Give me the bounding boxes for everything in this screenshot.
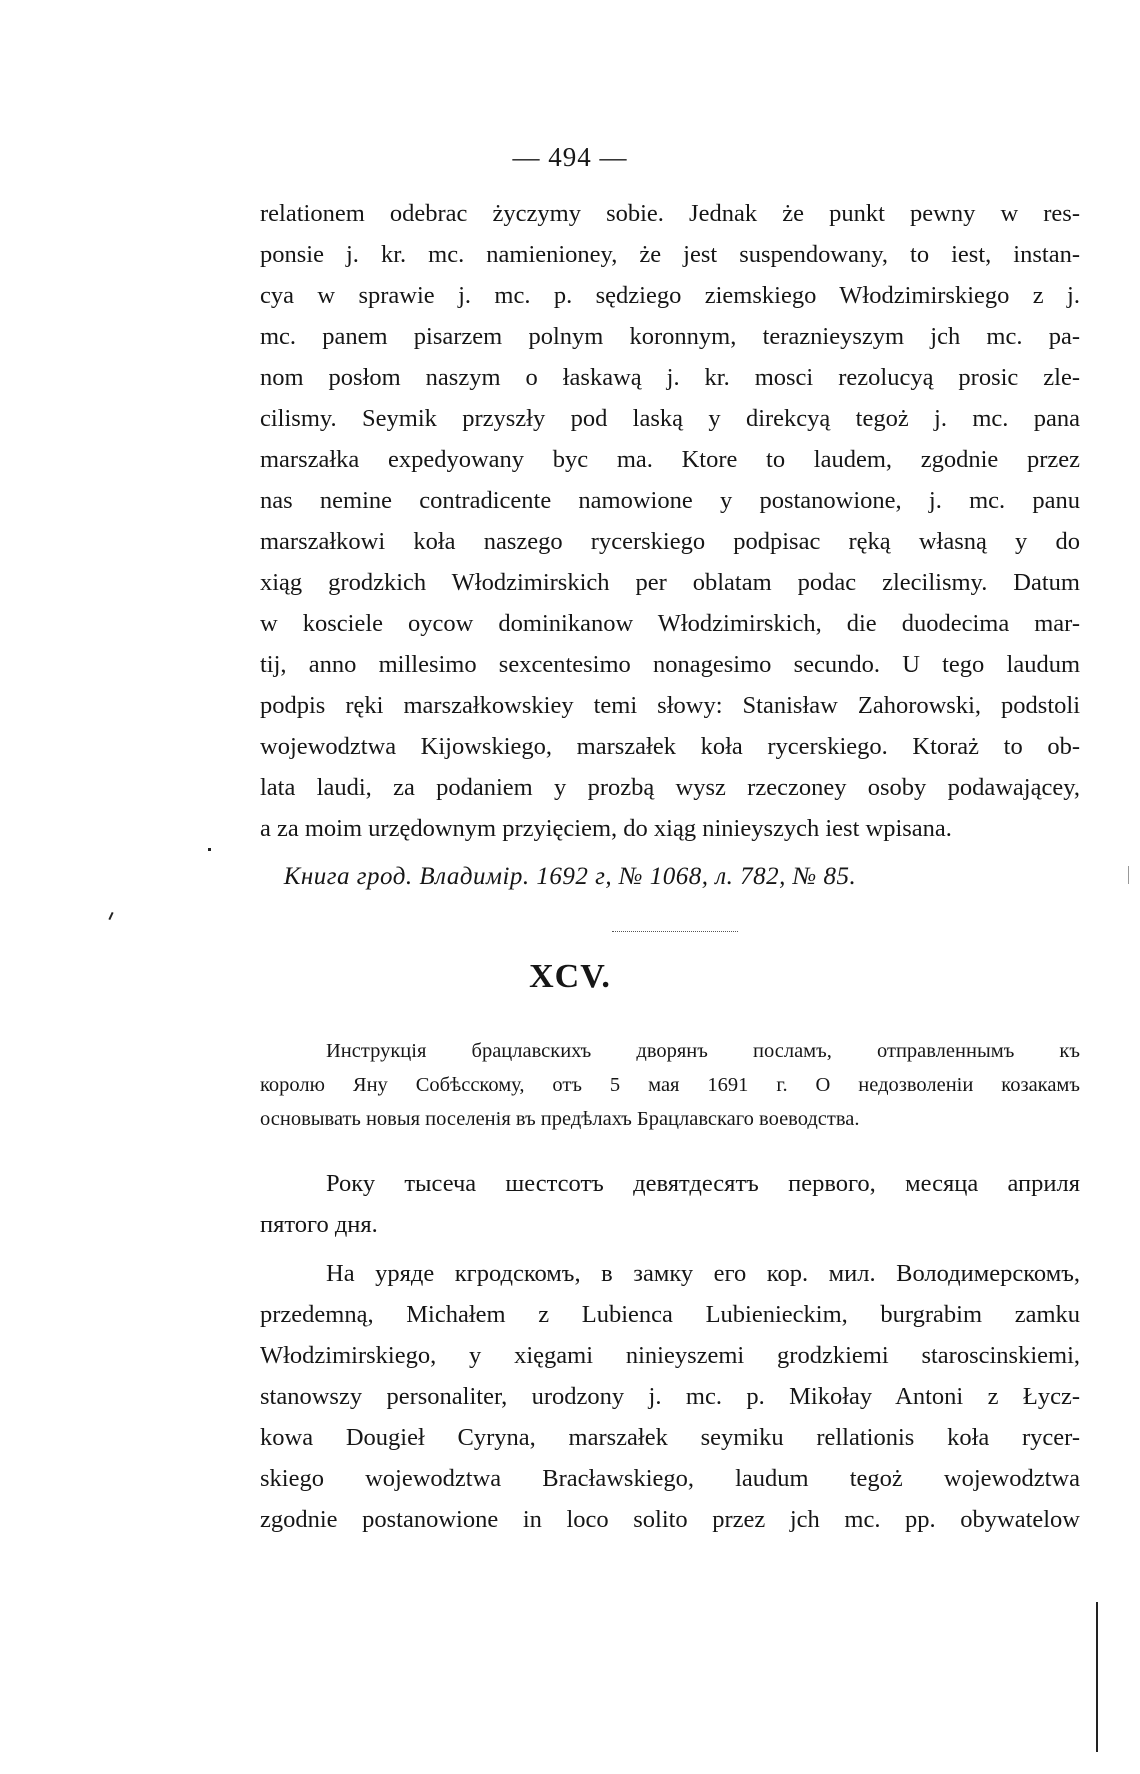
text-line: nom posłom naszym o łaskawą j. kr. mosci rezolucyą prosic zle- <box>260 364 1080 391</box>
text-line: kowa Dougieł Cyryna, marszałek seymiku rellationis koła rycer- <box>260 1424 1080 1451</box>
paragraph-date <box>260 1163 1080 1245</box>
text-line: wojewodztwa Kijowskiego, marszałek koła rycerskiego. Ktoraż to ob- <box>260 733 1080 760</box>
text-line: marszałkowi koła naszego rycerskiego podpisac ręką własną y do <box>260 528 1080 555</box>
text-line: stanowszy personaliter, urodzony j. mc. p. Mikołay Antoni z Łycz- <box>260 1383 1080 1410</box>
scan-speck <box>208 848 211 851</box>
summary-line: Инструкція брацлавскихъ дворянъ посламъ, отправленнымъ къ <box>326 1040 1080 1062</box>
text-line: skiego wojewodztwa Bracławskiego, laudum tegoż wojewodztwa <box>260 1465 1080 1492</box>
text-line: mc. panem pisarzem polnym koronnym, teraznieyszym jch mc. pa- <box>260 323 1080 350</box>
text-line: ponsie j. kr. mc. namienioney, że jest suspendowany, to iest, instan- <box>260 241 1080 268</box>
text-line: cilismy. Seymik przyszły pod laską y direkcyą tegoż j. mc. pana <box>260 405 1080 432</box>
text-line: На уряде кгродскомъ, в замку его кор. мил. Володимерскомъ, <box>326 1260 1080 1287</box>
archival-citation: Книга грод. Владимір. 1692 г, № 1068, л. 782, № 85. <box>283 863 857 890</box>
margin-line <box>1096 1602 1098 1752</box>
summary-line: королю Яну Собѣсскому, отъ 5 мая 1691 г. О недозволеніи козакамъ <box>260 1074 1080 1096</box>
text-line: cya w sprawie j. mc. p. sędziego ziemskiego Włodzimirskiego z j. <box>260 282 1080 309</box>
text-line: xiąg grodzkich Włodzimirskich per oblatam podac zlecilismy. Datum <box>260 569 1080 596</box>
section-divider <box>612 931 738 932</box>
text-line: пятого дня. <box>260 1211 378 1238</box>
text-line: Року тысеча шестсотъ девятдесятъ первого, месяца априля <box>326 1170 1080 1197</box>
text-line: relationem odebrac życzymy sobie. Jednak że punkt pewny w res- <box>260 200 1080 227</box>
text-line: w kosciele oycow dominikanow Włodzimirskich, die duodecima mar- <box>260 610 1080 637</box>
text-line: Włodzimirskiego, y xięgami ninieyszemi grodzkiemi staroscinskiemi, <box>260 1342 1080 1369</box>
scan-speck <box>108 912 113 920</box>
paragraph-main <box>260 1253 1080 1540</box>
text-line: a za moim urzędownym przyięciem, do xiąg ninieyszych iest wpisana. <box>260 815 952 842</box>
section-number: XCV. <box>529 958 611 995</box>
text-line: marszałka expedyowany byc ma. Ktore to laudem, zgodnie przez <box>260 446 1080 473</box>
text-line: tij, anno millesimo sexcentesimo nonagesimo secundo. U tego laudum <box>260 651 1080 678</box>
margin-line <box>1128 866 1129 884</box>
text-line: podpis ręki marszałkowskiey temi słowy: Stanisław Zahorowski, podstoli <box>260 692 1080 719</box>
continued-text-block <box>260 193 1080 849</box>
text-line: lata laudi, za podaniem y prozbą wysz rzeczoney osoby podawającey, <box>260 774 1080 801</box>
text-line: zgodnie postanowione in loco solito przez jch mc. pp. obywatelow <box>260 1506 1080 1533</box>
text-line: przedemną, Michałem z Lubienca Lubienieckim, burgrabim zamku <box>260 1301 1080 1328</box>
document-summary <box>260 1034 1080 1136</box>
page-number: — 494 — <box>512 142 628 172</box>
text-line: nas nemine contradicente namowione y postanowione, j. mc. panu <box>260 487 1080 514</box>
summary-line: основывать новыя поселенія въ предѣлахъ Брацлавскаго воеводства. <box>260 1108 860 1130</box>
